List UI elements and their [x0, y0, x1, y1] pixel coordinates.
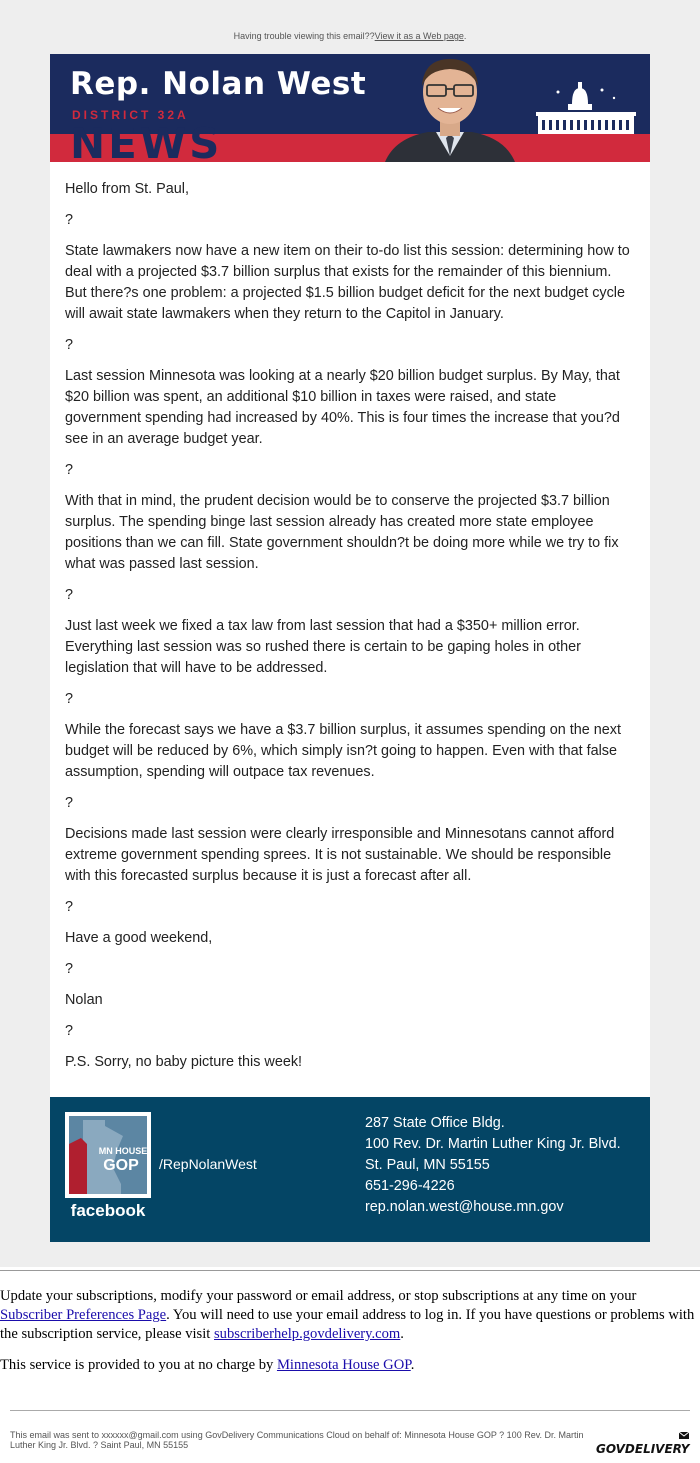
sub-text-3: .	[400, 1326, 404, 1342]
banner-news: NEWS	[70, 119, 223, 162]
spacer-mark: ?	[65, 961, 74, 977]
trouble-end: .	[463, 31, 467, 41]
govdelivery-wordmark: GOVDELIVERY	[596, 1442, 690, 1456]
address-line-2: 100 Rev. Dr. Martin Luther King Jr. Blvd.	[365, 1136, 621, 1152]
spacer-mark: ?	[65, 462, 74, 478]
spacer-mark: ?	[65, 587, 74, 603]
spacer-mark: ?	[65, 337, 74, 353]
signoff: Have a good weekend,	[65, 930, 213, 946]
divider	[0, 1270, 700, 1271]
subscription-notice	[0, 1287, 700, 1344]
facebook-handle[interactable]: /RepNolanWest	[159, 1156, 257, 1172]
mn-house-gop-facebook-logo[interactable]	[65, 1112, 151, 1220]
govdelivery-logo[interactable]	[596, 1430, 691, 1456]
trouble-text: Having trouble viewing this email??	[233, 31, 375, 41]
greeting: Hello from St. Paul,	[65, 181, 189, 197]
phone-number: 651-296-4226	[365, 1178, 455, 1194]
paragraph-3: With that in mind, the prudent decision would be to conserve the projected $3.7 billion surplus. The spending binge last session already has created more state employee positions than we can fill. State government shouldn?t be doing more while we try to fix what was passed last session.	[65, 493, 619, 572]
representative-photo	[380, 54, 520, 162]
contact-address	[365, 1113, 621, 1218]
spacer-mark: ?	[65, 212, 74, 228]
signature: Nolan	[65, 992, 103, 1008]
header-banner	[50, 54, 650, 162]
address-line-1: 287 State Office Bldg.	[365, 1115, 505, 1131]
logo-mn-house: MN HOUSE	[98, 1146, 148, 1156]
email-body	[50, 162, 650, 1097]
subscriber-preferences-link[interactable]: Subscriber Preferences Page	[0, 1307, 167, 1323]
view-web-page-link[interactable]: View it as a Web page	[374, 31, 464, 41]
paragraph-5: While the forecast says we have a $3.7 billion surplus, it assumes spending on the next budget will be reduced by 6%, which simply isn?t going to happen. Even with that false assumption, spending will outpace tax revenues.	[65, 722, 621, 780]
facebook-word: facebook	[70, 1201, 146, 1220]
email-address[interactable]: rep.nolan.west@house.mn.gov	[365, 1199, 564, 1215]
spacer-mark: ?	[65, 795, 74, 811]
mn-house-gop-link[interactable]: Minnesota House GOP	[276, 1357, 411, 1373]
paragraph-4: Just last week we fixed a tax law from last session that had a $350+ million error. Everything last session was so rushed there is certain to be gaping holes in other legislation that will have to be addressed.	[65, 618, 581, 676]
spacer-mark: ?	[65, 899, 74, 915]
divider	[10, 1410, 690, 1411]
paragraph-2: Last session Minnesota was looking at a nearly $20 billion budget surplus. By May, that $20 billion was spent, an additional $10 billion in taxes were raised, and state government spending had increased by 40%. This is four times the increase that you?d see in an average budget year.	[65, 368, 620, 447]
spacer-mark: ?	[65, 1023, 74, 1039]
sub-text-2: . You will need to use your email address to log in. If you have questions or problems with the subscription service, please visit	[0, 1307, 695, 1342]
paragraph-1: State lawmakers now have a new item on their to-do list this session: determining how to deal with a projected $3.7 billion surplus that exists for the remainder of this biennium. But there?s one problem: a projected $1.5 billion budget deficit for the next budget cycle will await state lawmakers when they return to the Capitol in January.	[65, 243, 630, 322]
logo-gop: GOP	[103, 1157, 139, 1174]
legal-text: This email was sent to xxxxxx@gmail.com using GovDelivery Communications Cloud on behalf of: Minnesota House GOP ? 100 Rev. Dr. Martin Luther King Jr. Blvd. ? Saint Paul, MN 55155	[10, 1430, 584, 1450]
subscriber-help-link[interactable]: subscriberhelp.govdelivery.com	[214, 1326, 401, 1342]
view-online-bar	[0, 31, 700, 41]
paragraph-6: Decisions made last session were clearly irresponsible and Minnesotans cannot afford extreme government spending sprees. It is not sustainable. We should be responsible with this forecasted surplus because it is just a forecast after all.	[65, 826, 615, 884]
capitol-icon	[536, 78, 636, 136]
address-line-3: St. Paul, MN 55155	[365, 1157, 490, 1173]
service-end: .	[410, 1357, 415, 1373]
spacer-mark: ?	[65, 691, 74, 707]
postscript: P.S. Sorry, no baby picture this week!	[65, 1054, 303, 1070]
contact-footer	[50, 1097, 650, 1242]
service-notice	[0, 1357, 414, 1374]
sub-text-1: Update your subscriptions, modify your password or email address, or stop subscriptions at any time on your	[0, 1288, 637, 1304]
banner-name: Rep. Nolan West	[70, 66, 367, 102]
service-text: This service is provided to you at no charge by	[0, 1357, 277, 1373]
banner-district: DISTRICT 32A	[72, 108, 189, 122]
